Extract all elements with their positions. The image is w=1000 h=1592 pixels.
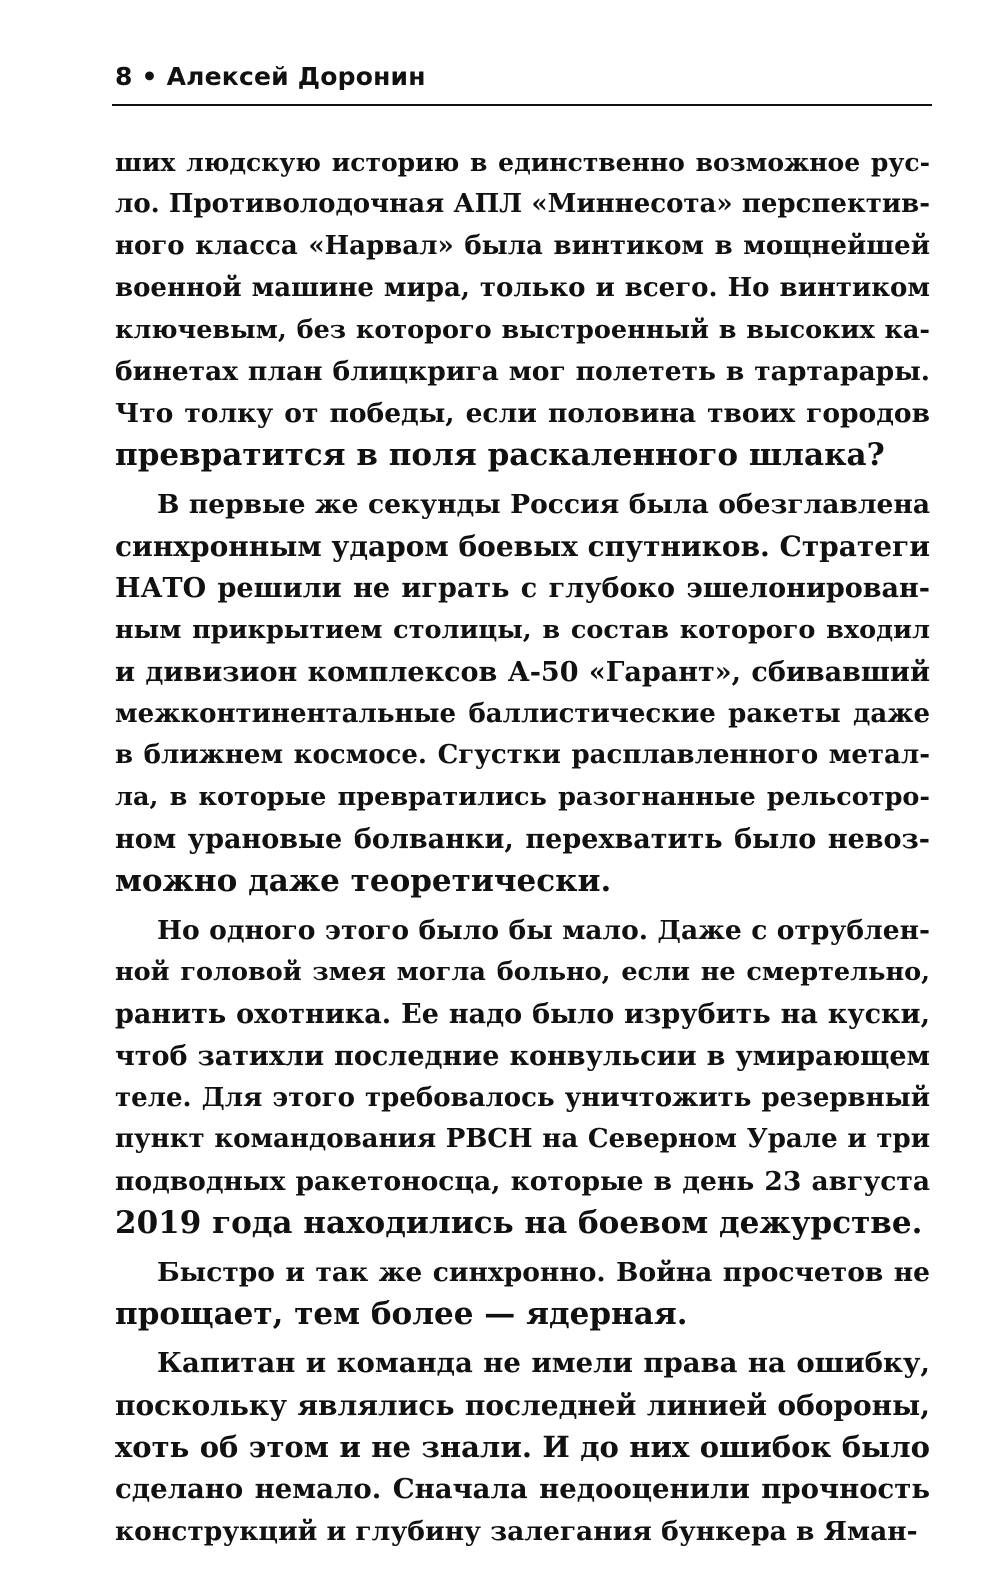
text-line: сделано немало. Сначала недооценили прочность [115, 1472, 930, 1505]
body-text [115, 142, 930, 1552]
paragraph [115, 484, 930, 903]
text-line: ранить охотника. Ее надо было изрубить на куски, [115, 998, 930, 1030]
text-line: ключевым, без которого выстроенный в высоких ка- [115, 314, 930, 345]
text-line: ла, в которые превратились разогнанные рельсотро- [115, 782, 930, 813]
text-line: ло. Противолодочная АПЛ «Миннесота» перспектив- [115, 188, 930, 219]
text-line: чтоб затихли последние конвульсии в умирающем [115, 1040, 930, 1072]
text-line: и дивизион комплексов А-50 «Гарант», сбивавший [115, 656, 930, 688]
text-line: ного класса «Нарвал» была винтиком в мощнейшей [115, 230, 930, 261]
text-line: ном урановые болванки, перехватить было невоз- [115, 824, 930, 856]
text-line: Но одного этого было бы мало. Даже с отрублен- [157, 915, 930, 947]
paragraph [115, 1252, 930, 1336]
text-line: НАТО решили не играть с глубоко эшелонирован- [115, 572, 930, 604]
text-line: хоть об этом и не знали. И до них ошибок было [115, 1429, 930, 1464]
paragraph [115, 910, 930, 1245]
header-rule [112, 104, 932, 106]
text-line: Быстро и так же синхронно. Война просчетов не [157, 1257, 930, 1289]
text-line: бинетах план блицкрига мог полететь в тартарары. [115, 356, 930, 388]
text-line: синхронным ударом боевых спутников. Стратеги [115, 530, 930, 564]
text-line: военной машине мира, только и всего. Но винтиком [115, 272, 930, 303]
paragraph-gap [115, 1245, 930, 1252]
text-line: В первые же секунды Россия была обезглавлена [157, 489, 930, 521]
text-line: 2019 года находились на боевом дежурстве. [115, 1205, 923, 1242]
text-line: теле. Для этого требовалось уничтожить резервный [115, 1082, 930, 1113]
text-line: поскольку являлись последней линией обороны, [115, 1388, 930, 1422]
text-line: можно даже теоретически. [115, 863, 612, 900]
text-line: конструкций и глубину залегания бункера в Яман- [115, 1515, 918, 1547]
text-line: пункт командования РВСН на Северном Урале и три [115, 1124, 930, 1155]
text-line: ших людскую историю в единственно возможное рус- [115, 148, 930, 177]
paragraph-gap [115, 1336, 930, 1343]
text-line: превратится в поля раскаленного шлака? [115, 437, 885, 474]
text-line: ной головой змея могла больно, если не смертельно, [115, 956, 930, 987]
text-line: ным прикрытием столицы, в состав которого входил [115, 614, 930, 645]
text-line: Что толку от победы, если половина твоих городов [115, 398, 930, 430]
paragraph-gap [115, 477, 930, 484]
paragraph [115, 1343, 930, 1552]
running-head: 8 • Алексей Доронин [115, 62, 426, 91]
text-line: подводных ракетоносца, которые в день 23 августа [115, 1166, 930, 1198]
paragraph [115, 142, 930, 477]
text-line: в ближнем космосе. Сгустки расплавленного метал- [115, 740, 930, 771]
text-line: прощает, тем более — ядерная. [115, 1296, 688, 1333]
text-line: Капитан и команда не имели права на ошибку, [157, 1346, 930, 1379]
text-line: межконтинентальные баллистические ракеты даже [115, 698, 930, 729]
paragraph-gap [115, 903, 930, 910]
